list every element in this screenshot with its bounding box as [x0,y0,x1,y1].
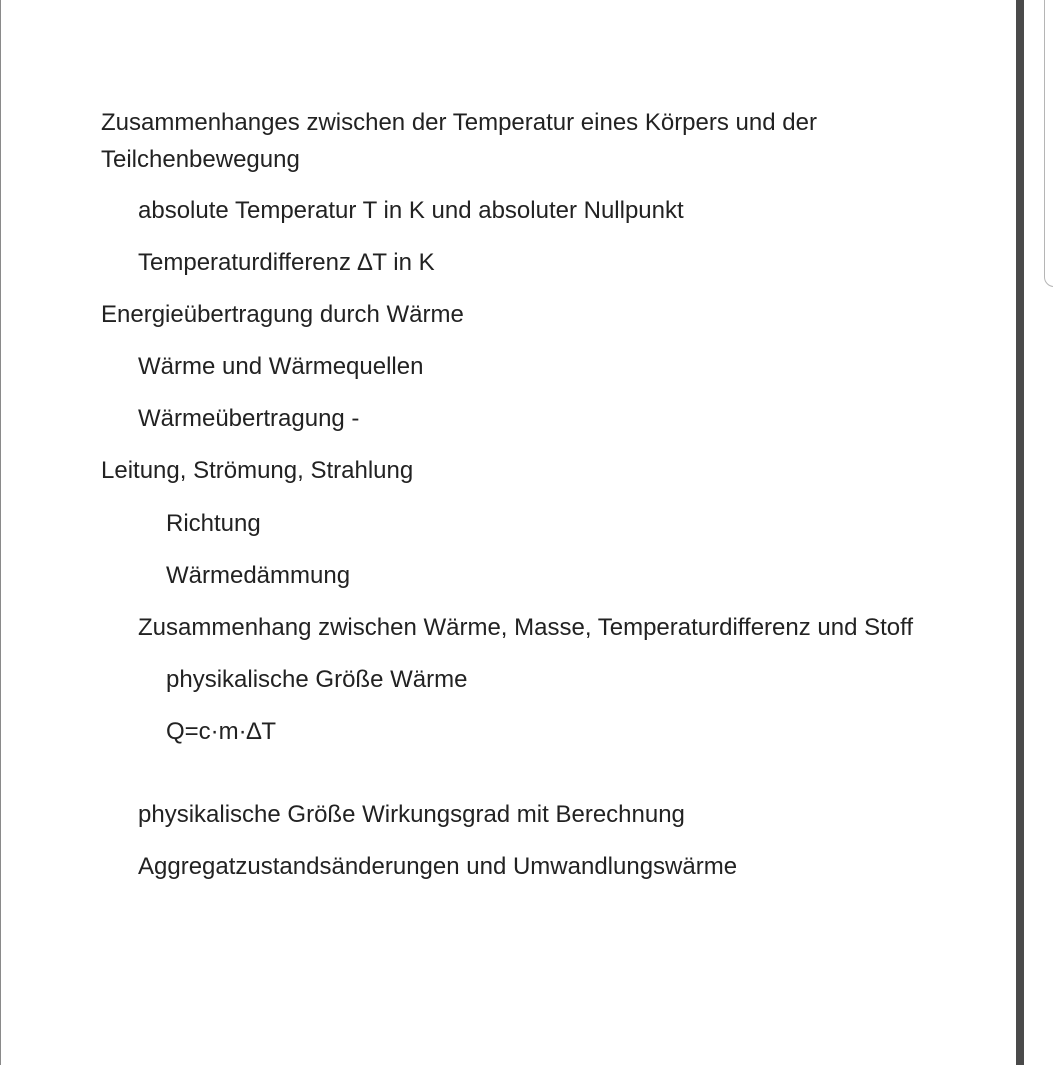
list-item: absolute Temperatur T in K und absoluter Nullpunkt [138,197,684,224]
intro-paragraph: Zusammenhanges zwischen der Temperatur eines Körpers und der Teilchenbewegung [101,109,817,173]
list-item: Leitung, Strömung, Strahlung [101,457,414,484]
formula: Q=c·m·∆T [166,718,277,745]
list-item: Wärme und Wärmequellen [138,353,424,380]
list-item: physikalische Größe Wärme [166,666,468,693]
list-item: Wärmeübertragung - [138,405,360,432]
list-item: Zusammenhang zwischen Wärme, Masse, Temperaturdifferenz und Stoff [138,614,914,641]
page-divider [1016,0,1024,1065]
section-heading: Energieübertragung durch Wärme [101,301,464,328]
list-item: Temperaturdifferenz ∆T in K [138,249,435,276]
side-card[interactable] [1044,0,1053,287]
side-panel [1024,0,1053,1065]
list-item: Richtung [166,510,261,537]
list-item: physikalische Größe Wirkungsgrad mit Berechnung [138,801,685,828]
list-item: Wärmedämmung [166,562,351,589]
list-item: Aggregatzustandsänderungen und Umwandlungswärme [138,853,738,880]
